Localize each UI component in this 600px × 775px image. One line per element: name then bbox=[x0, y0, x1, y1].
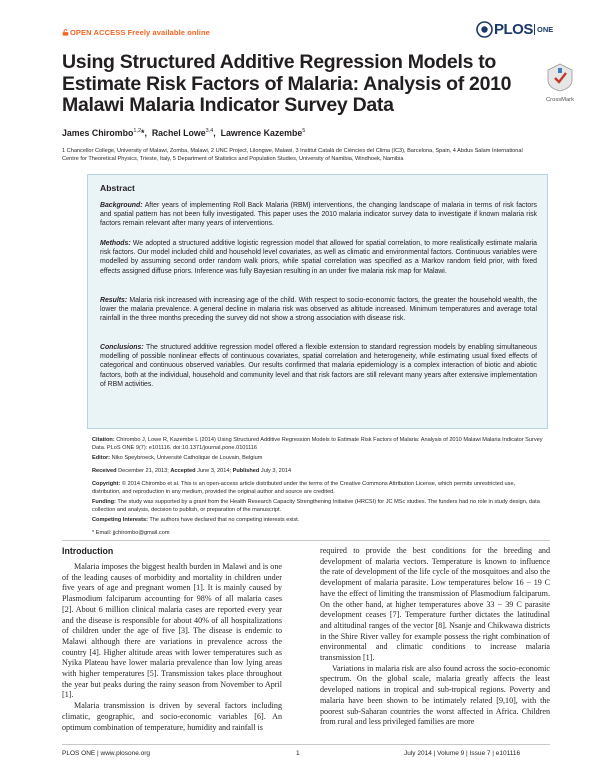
logo-divider bbox=[534, 24, 535, 35]
author-name[interactable]: Lawrence Kazembe bbox=[220, 128, 303, 138]
abstract-box bbox=[87, 174, 548, 429]
corresponding-author-mark: * bbox=[141, 128, 145, 138]
page-number: 1 bbox=[296, 750, 300, 757]
citation: Citation: Chirombo J, Lowe R, Kazembe L (2014) Using Structured Additive Regression Models to Estimate Risk Factors of Malaria: Analysis of 2010 Malawi Malaria Indicator Survey Data. PLoS ONE 9(7): e101116. doi:10.1371/journal.pone.0101116 bbox=[92, 437, 543, 451]
body-paragraph: required to provide the best conditions for the breeding and development of malaria vectors. Temperature is known to influence the rate of development of the life cycle of the mosquitoes and also the development of malaria parasite. Low temperatures below 16 − 19 C have the effect of limiting the transmission of Plasmodium falciparum. On the other hand, at higher temperatures above 33 − 39 C parasite development ceases [7]. Temperature further dictates the latitudinal and altitudinal ranges of the vector [8]. Nsanje and Chikwawa districts in the Shire River valley for example possess the right combination of environmental and climatic conditions to increase malaria transmission [1]. bbox=[320, 546, 550, 663]
abstract-conclusions: Conclusions: The structured additive regression model offered a flexible extension to standard regression models by enabling simultaneous modelling of possible nonlinear effects of continuous covariates, spatial correlation and heterogeneity, while estimating usual fixed effects of categorical and continuous observed variables. Our results confirmed that malaria epidemiology is a complex interaction of biotic and abiotic factors, both at the individual, household and community level and that risk factors are still relevant many years after extensive implementation of RBM activities. bbox=[100, 344, 538, 388]
journal-suffix: ONE bbox=[537, 25, 554, 34]
abstract-results: Results: Malaria risk increased with increasing age of the child. With respect to socio-economic factors, the greater the household wealth, the lower the malaria prevalence. A general decline in malaria risk was observed as altitude increased. Minimum temperatures and average total rainfall in the three months preceding the survey did not show a strong association with disease risk. bbox=[100, 297, 537, 323]
abstract-methods: Methods: We adopted a structured additive logistic regression model that allowed for spatial correlation, to more realistically estimate malaria risk factors. Our model included child and household level covariates, as well as climatic and environmental factors. Continuous variables were modelled by assuming second order random walk priors, while spatial correlation was specified as a Markov random field prior, with fixed effects assigned diffuse priors. Inference was fully Bayesian resulting in an under five malaria risk map for Malawi. bbox=[100, 240, 537, 275]
body-paragraph: Malaria transmission is driven by several factors including climatic, geographic, and socio-economic variables [6]. An optimum combination of temperature, humidity and rainfall is bbox=[62, 701, 282, 732]
plos-logo-icon bbox=[476, 20, 493, 39]
author-name[interactable]: Rachel Lowe bbox=[151, 128, 206, 138]
body-paragraph: Malaria imposes the biggest health burden in Malawi and is one of the leading causes of morbidity and mortality in children under five years of age and pregnant women [1]. It is mainly caused by Plasmodium falciparum accounting for 98% of all malaria cases [2]. About 6 million clinical malaria cases are reported every year and the disease is responsible for about 40% of all hospitalizations of children under the age of five [3]. The disease is endemic to Malawi although there are variations in prevalence across the country [4]. Higher altitude areas with lower temperatures such as Nyika Plateau have lower malaria prevalence than low lying areas with higher temperatures [5]. Transmission takes place throughout the year but peaks during the rainy season from November to April [1]. bbox=[62, 562, 282, 700]
author-list: James Chirombo$^{1,2}$*, Rachel Lowe$^{3,4}$, Lawrence Kazembe$^5$ bbox=[62, 128, 306, 138]
footer-rule bbox=[62, 744, 550, 745]
journal-wordmark: PLOS bbox=[494, 21, 533, 38]
corresponding-email[interactable]: * Email: jjchirombo@gmail.com bbox=[92, 530, 170, 536]
right-column bbox=[320, 546, 550, 728]
affiliations: 1 Chancellor College, University of Malawi, Zomba, Malawi, 2 UNC Project, Lilongwe, Malawi, 3 Institut Català de Ciències del Clima (IC3), Barcelona, Spain, 4 Abdus Salam International Centre for Theoretical Physics, Trieste, Italy, 5 Department of Statistics and Population Studies, University of Namibia, Windhoek, Namibia bbox=[62, 148, 523, 163]
open-lock-icon bbox=[62, 29, 69, 36]
funding: Funding: The study was supported by a grant from the Health Research Capacity Strengthening Initiative (HRCSI) for JC MSc studies. The funders had no role in study design, data collection and analysis, decision to publish, or preparation of the manuscript. bbox=[92, 499, 540, 513]
copyright: Copyright: © 2014 Chirombo et al. This is an open-access article distributed under the terms of the Creative Commons Attribution License, which permits unrestricted use, distribution, and reproduction in any medium, provided the original author and source are credited. bbox=[92, 481, 516, 495]
footer-journal[interactable]: PLOS ONE | www.plosone.org bbox=[62, 750, 151, 757]
article-title: Using Structured Additive Regression Models to Estimate Risk Factors of Malaria: Analysis of 2010 Malawi Malaria Indicator Survey Data bbox=[62, 51, 512, 116]
author-affiliation-marker: 1,2 bbox=[133, 128, 142, 135]
abstract-heading: Abstract bbox=[100, 183, 135, 193]
body-paragraph: Variations in malaria risk are also found across the socio-economic spectrum. On the global scale, malaria greatly affects the least developed nations in tropical and sub-tropical regions. Poverty and malaria have been shown to be intimately related [9,10], with the poorest sub-Saharan countries the worst affected in Africa. Children from rural and less privileged families are more bbox=[320, 663, 550, 727]
footer-issue: July 2014 | Volume 9 | Issue 7 | e101116 bbox=[404, 750, 521, 757]
author-affiliation-marker: 5 bbox=[302, 128, 306, 135]
crossmark-icon bbox=[542, 62, 578, 92]
author-name[interactable]: James Chirombo bbox=[62, 128, 134, 138]
abstract-background: Background: After years of implementing Roll Back Malaria (RBM) interventions, the changing landscape of malaria in terms of risk factors and spatial pattern has not been fully investigated. This paper uses the 2010 malaria indicator survey data to investigate if known malaria risk factors remain relevant after many years of interventions. bbox=[100, 202, 537, 228]
section-divider bbox=[62, 540, 550, 541]
journal-logo[interactable] bbox=[476, 20, 556, 40]
competing-interests: Competing Interests: The authors have declared that no competing interests exist. bbox=[92, 517, 300, 523]
open-access-label: OPEN ACCESS Freely available online bbox=[62, 28, 210, 37]
crossmark-label: CrossMark bbox=[545, 97, 575, 103]
intro-heading: Introduction bbox=[62, 546, 114, 556]
article-dates: Received December 21, 2013; Accepted June 3, 2014; Published July 3, 2014 bbox=[92, 468, 292, 474]
author-affiliation-marker: 3,4 bbox=[205, 128, 214, 135]
left-column bbox=[62, 562, 282, 733]
crossmark-badge[interactable] bbox=[542, 62, 578, 102]
editor: Editor: Niko Speybroeck, Université Catholique de Louvain, Belgium bbox=[92, 455, 263, 461]
